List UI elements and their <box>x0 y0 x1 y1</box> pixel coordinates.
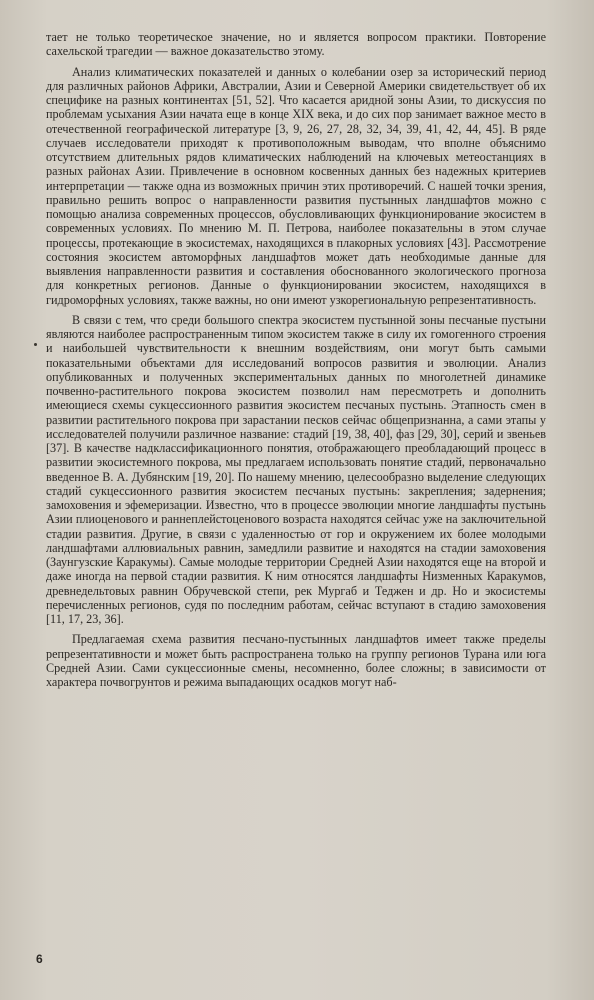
paragraph-continuation: тает не только теоретическое значение, но и является вопросом практики. Повторение сахельской трагедии — важное доказательство этому. <box>46 30 546 59</box>
page-number: 6 <box>36 952 43 966</box>
print-speck <box>34 343 37 346</box>
paragraph-proposed-scheme: Предлагаемая схема развития песчано-пустынных ландшафтов имеет также пределы репрезентативности и может быть распространена только на группу регионов Турана или юга Средней Азии. Сами сукцессионные смены, несомненно, более сложны; в зависимости от характера почвогрунтов и режима выпадающих осадков могут наб- <box>46 632 546 689</box>
body-text <box>46 30 546 689</box>
paragraph-climate-analysis: Анализ климатических показателей и данных о колебании озер за исторический период для различных районов Африки, Австралии, Азии и Северной Америки свидетельствует об их специфике на разных континентах [51, 52]. Что касается аридной зоны Азии, то дискуссия по проблемам усыхания Азии начата еще в конце XIX века, и до сих пор занимает важное место в отечественной географической литературе [3, 9, 26, 27, 28, 32, 34, 39, 41, 42, 44, 45]. В ряде случаев исследователи приходят к противоположным выводам, что вполне объяснимо отсутствием длительных рядов климатических наблюдений на ключевых метеостанциях в разных районах Азии. Привлечение в основном косвенных данных без надежных критериев интерпретации — также одна из возможных причин этих противоречий. С нашей точки зрения, правильно решить вопрос о направленности развития пустынных ландшафтов можно с помощью анализа современных процессов, обусловливающих функционирование экосистем в современных условиях. По мнению М. П. Петрова, наиболее показательны в этом случае процессы, протекающие в экосистемах, находящихся в плакорных условиях [43]. Рассмотрение состояния экосистем автоморфных ландшафтов может дать необходимые данные для выявления направленности развития и составления обоснованного экологического прогноза для конкретных регионов. Данные о функционировании экосистем, находящихся в гидроморфных условиях, также важны, но они имеют узкорегиональную репрезентативность. <box>46 64 546 307</box>
paragraph-sand-deserts: В связи с тем, что среди большого спектра экосистем пустынной зоны песчаные пустыни являются наиболее распространенным типом экосистем также в силу их гомогенного строения и наибольшей чувствительности к внешним воздействиям, они могут быть самыми показательными объектами для исследований вопросов развития и эволюции. Анализ опубликованных и полученных экспериментальных данных по многолетней динамике почвенно-растительного покрова экосистем позволил нам пересмотреть и дополнить имеющиеся схемы сукцессионного развития экосистем песчаных пустынь. Этапность смен в развитии растительного покрова при зарастании песков сейчас общепризнанна, а сами этапы у исследователей получили различное название: стадий [19, 38, 40], фаз [29, 30], серий и звеньев [37]. В качестве надклассификационного понятия, отображающего преобладающий процесс в развитии экосистемного покрова, мы предлагаем использовать понятие стадий, первоначально введенное В. А. Дубянским [19, 20]. По нашему мнению, целесообразно выделение следующих стадий сукцессионного развития экосистем песчаных пустынь: закрепления; задернения; замоховения и эфемеризации. Известно, что в процессе эволюции многие ландшафты пустынь Азии плиоценового и раннеплейстоценового возраста находятся сейчас уже на заключительной стадии развития. Другие, в связи с удаленностью от гор и окружением их более молодыми ландшафтами аллювиальных равнин, замедлили развитие и находятся на стадии замоховения (Заунгузские Каракумы). Самые молодые территории Средней Азии находятся еще на второй и даже иногда на первой стадии развития. К ним относятся ландшафты Низменных Каракумов, древнедельтовых равнин Обручевской степи, рек Мургаб и Теджен и др. Но и экосистемы перечисленных регионов, судя по последним работам, сейчас вступают в стадию замоховения [11, 17, 23, 36]. <box>46 312 546 626</box>
